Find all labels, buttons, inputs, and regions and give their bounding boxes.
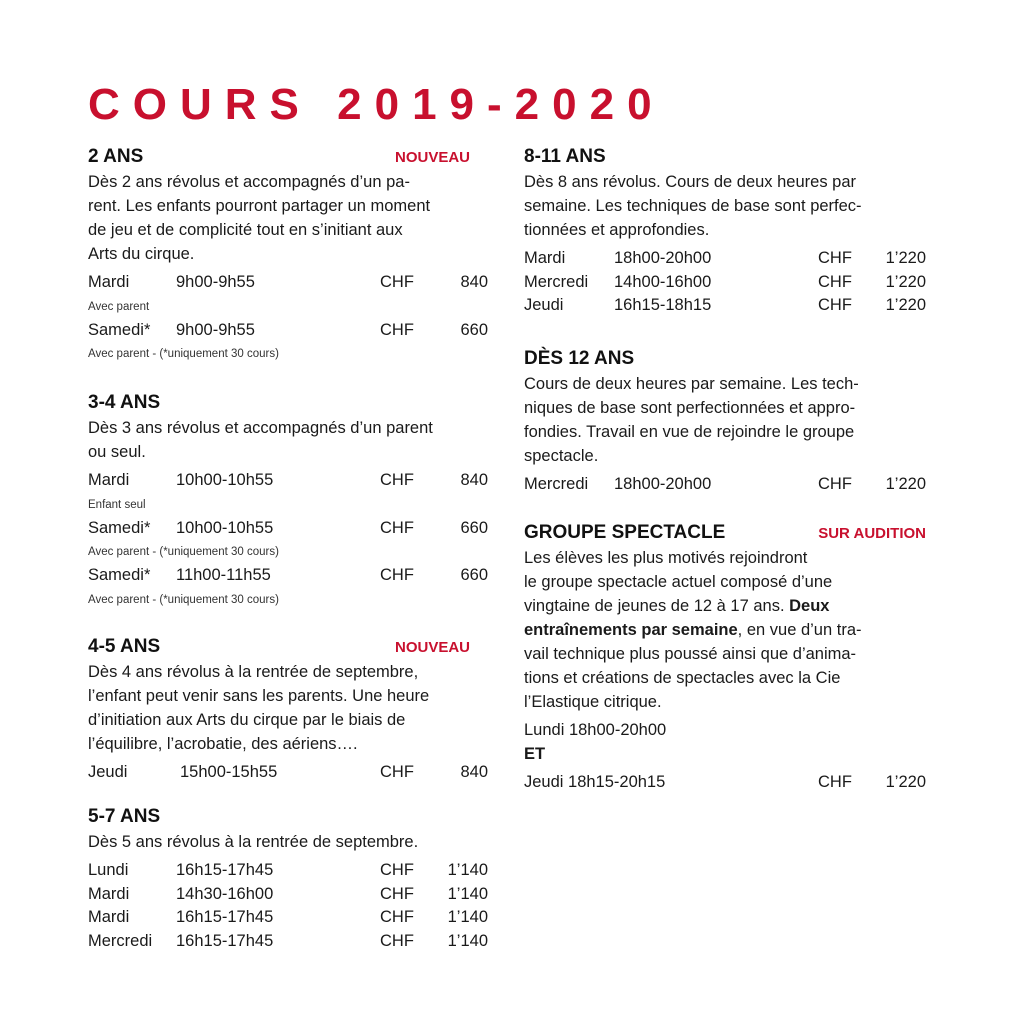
- currency: CHF: [818, 249, 852, 267]
- section-header: [524, 146, 926, 170]
- price: 840: [460, 273, 488, 291]
- schedule-note: Avec parent - (*uniquement 30 cours): [88, 593, 279, 606]
- schedule-row: [88, 883, 488, 907]
- schedule-row: [524, 294, 926, 318]
- section-3-4-ans: [88, 392, 488, 612]
- time: 10h00-10h55: [176, 471, 274, 489]
- day: Mardi: [88, 273, 130, 291]
- day: Mardi: [524, 249, 566, 267]
- time: 14h00-16h00: [614, 272, 712, 291]
- price: 1’220: [885, 272, 926, 291]
- schedule-row: [524, 473, 926, 497]
- time: 11h00-11h55: [176, 566, 271, 584]
- day: Jeudi: [88, 762, 128, 781]
- section-2-ans: [88, 146, 488, 366]
- new-badge: NOUVEAU: [394, 638, 470, 656]
- currency: CHF: [380, 566, 414, 584]
- schedule-note: Enfant seul: [88, 498, 146, 511]
- currency: CHF: [380, 884, 414, 903]
- section-description: Dès 5 ans révolus à la rentrée de septembre.: [88, 833, 419, 851]
- price: 1’140: [447, 884, 488, 903]
- schedule-row: [524, 771, 926, 795]
- currency: CHF: [380, 273, 414, 291]
- section-description: Les élèves les plus motivés rejoindront le groupe spectacle actuel composé d’une vingtaine de jeunes de 12 à 17 ans. Deux entraînements par semaine, en vue d’un tra- vail technique plus poussé ainsi que d’anima- tions et créations de spectacles avec la Cie l’Elastique citrique.: [524, 549, 862, 711]
- price: 840: [460, 762, 488, 781]
- section-title: 3-4 ANS: [88, 392, 161, 413]
- price: 660: [460, 566, 488, 584]
- currency: CHF: [818, 474, 852, 493]
- section-header: [524, 348, 926, 372]
- schedule: [88, 469, 488, 612]
- audition-badge: SUR AUDITION: [818, 525, 926, 542]
- section-title: 8-11 ANS: [524, 146, 606, 167]
- section-header: [524, 522, 926, 546]
- day: Samedi*: [88, 566, 151, 584]
- section-header: [88, 146, 488, 170]
- section-description: Dès 2 ans révolus et accompagnés d’un pa- rent. Les enfants pourront partager un moment de jeu et de complicité tout en s’initiant aux Arts du cirque.: [88, 173, 431, 263]
- day: Mardi: [88, 884, 130, 903]
- currency: CHF: [380, 471, 414, 489]
- time: 16h15-17h45: [176, 931, 274, 950]
- schedule: [88, 271, 488, 366]
- schedule-row: [88, 761, 488, 785]
- section-description: Dès 3 ans révolus et accompagnés d’un parent ou seul.: [88, 419, 433, 461]
- price: 840: [460, 471, 488, 489]
- currency: CHF: [818, 296, 852, 314]
- price: 1’220: [885, 249, 926, 267]
- time: 14h30-16h00: [176, 884, 274, 903]
- currency: CHF: [818, 272, 852, 291]
- price: 1’220: [885, 296, 926, 314]
- schedule: [88, 859, 488, 953]
- schedule-row: [88, 859, 488, 883]
- time: 9h00-9h55: [176, 320, 255, 339]
- section-groupe-spectacle: [524, 522, 926, 794]
- time: 18h00-20h00: [614, 474, 712, 493]
- time: 16h15-17h45: [176, 908, 274, 926]
- day: Mercredi: [524, 474, 589, 493]
- page-title: COURS 2019-2020: [88, 80, 665, 129]
- time: 10h00-10h55: [176, 518, 274, 537]
- schedule-row: [88, 517, 488, 541]
- price: 1’220: [885, 474, 926, 493]
- section-title: GROUPE SPECTACLE: [524, 522, 726, 543]
- schedule-row: [88, 906, 488, 930]
- schedule-note: Avec parent: [88, 300, 150, 313]
- section-description: Dès 4 ans révolus à la rentrée de septembre, l’enfant peut venir sans les parents. Une heure d’initiation aux Arts du cirque par le biais de l’équilibre, l’acrobatie, des aériens….: [88, 662, 430, 753]
- currency: CHF: [380, 861, 414, 879]
- schedule-row: [88, 469, 488, 493]
- price: 1’220: [885, 772, 926, 791]
- day: Mercredi: [88, 931, 153, 950]
- schedule-row: [88, 564, 488, 588]
- schedule-row: [524, 247, 926, 271]
- time: 9h00-9h55: [176, 273, 255, 291]
- right-column: [524, 146, 926, 794]
- day: Lundi: [88, 861, 129, 879]
- schedule: [524, 719, 926, 794]
- section-4-5-ans: [88, 636, 488, 785]
- schedule-row: [88, 319, 488, 343]
- price: 1’140: [447, 861, 488, 879]
- day: Samedi*: [88, 518, 151, 537]
- conjunction: ET: [524, 744, 546, 763]
- day: Samedi*: [88, 320, 151, 339]
- schedule-row: [88, 930, 488, 954]
- currency: CHF: [380, 908, 414, 926]
- section-description: Dès 8 ans révolus. Cours de deux heures par semaine. Les techniques de base sont perfec- tionnées et approfondies.: [524, 173, 862, 239]
- section-header: [88, 806, 488, 830]
- time: 16h15-18h15: [614, 296, 712, 314]
- schedule-row: [88, 271, 488, 295]
- schedule: [524, 473, 926, 497]
- currency: CHF: [380, 762, 414, 781]
- price: 1’140: [447, 931, 488, 950]
- time: 15h00-15h55: [180, 762, 278, 781]
- section-title: 5-7 ANS: [88, 806, 161, 827]
- section-des-12-ans: [524, 348, 926, 497]
- section-description: Cours de deux heures par semaine. Les tech- niques de base sont perfectionnées et appro- fondies. Travail en vue de rejoindre le groupe spectacle.: [524, 374, 859, 465]
- schedule-note: Avec parent - (*uniquement 30 cours): [88, 348, 279, 360]
- section-title: 2 ANS: [88, 146, 144, 167]
- day: Mardi: [88, 471, 130, 489]
- day: Jeudi: [524, 296, 564, 314]
- section-title: DÈS 12 ANS: [524, 347, 635, 369]
- section-8-11-ans: [524, 146, 926, 318]
- currency: CHF: [380, 320, 414, 339]
- price: 660: [460, 320, 488, 339]
- schedule-line: Lundi 18h00-20h00: [524, 721, 667, 739]
- schedule-row: [524, 271, 926, 295]
- schedule-note: Avec parent - (*uniquement 30 cours): [88, 546, 279, 558]
- currency: CHF: [380, 931, 414, 950]
- time: 18h00-20h00: [614, 249, 712, 267]
- section-5-7-ans: [88, 806, 488, 953]
- currency: CHF: [380, 518, 414, 537]
- day: Mardi: [88, 908, 130, 926]
- day: Mercredi: [524, 272, 589, 291]
- schedule: [524, 247, 926, 318]
- day-time: Jeudi 18h15-20h15: [524, 772, 666, 791]
- time: 16h15-17h45: [176, 861, 274, 879]
- left-column: [88, 146, 488, 953]
- schedule: [88, 761, 488, 785]
- section-header: [88, 392, 488, 416]
- price: 1’140: [447, 908, 488, 926]
- currency: CHF: [818, 772, 852, 791]
- price: 660: [460, 518, 488, 537]
- new-badge: NOUVEAU: [394, 149, 470, 166]
- section-header: [88, 636, 488, 660]
- section-title: 4-5 ANS: [88, 635, 161, 657]
